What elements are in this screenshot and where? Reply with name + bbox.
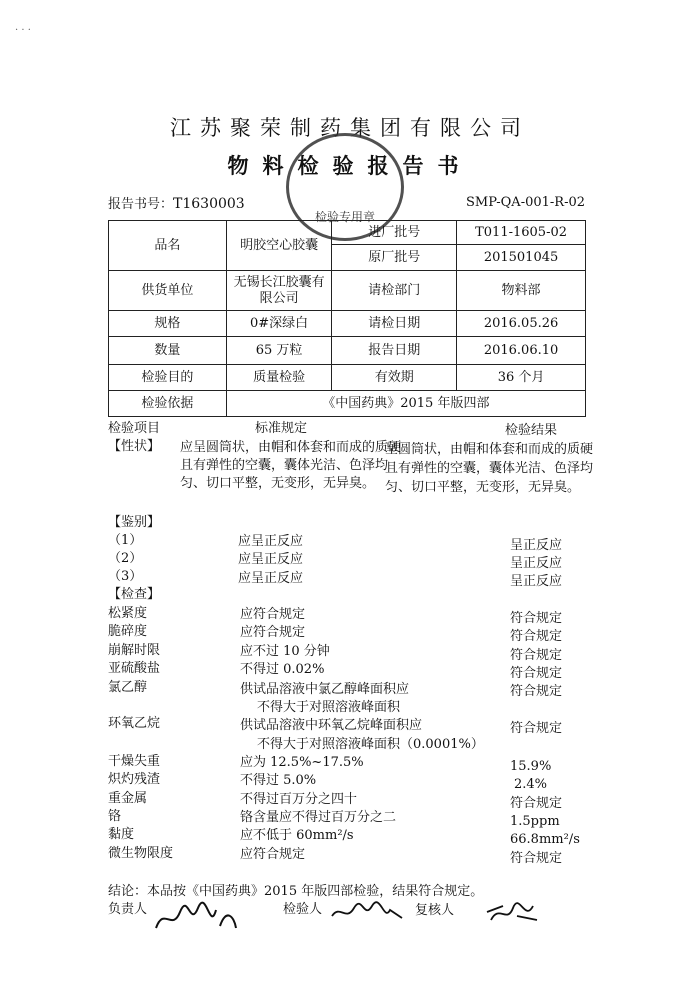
insp-standard-5-line2: 不得大于对照溶液峰面积 — [257, 700, 401, 715]
spec-value: 0#深绿白 — [226, 311, 332, 337]
ident-result-1: 呈正反应 — [510, 538, 563, 553]
insp-item-1: 松紧度 — [108, 606, 148, 621]
identification-heading: 【鉴别】 — [108, 515, 161, 530]
basis-value: 《中国药典》2015 年版四部 — [226, 391, 585, 417]
request-date-value: 2016.05.26 — [457, 311, 586, 337]
ident-standard-1: 应呈正反应 — [238, 534, 304, 549]
insp-item-8: 炽灼残渣 — [108, 772, 161, 787]
info-table — [108, 220, 586, 417]
document-code: SMP-QA-001-R-02 — [466, 195, 586, 210]
report-number-value: T1630003 — [173, 196, 245, 212]
inspector-label: 检验人 — [283, 902, 323, 917]
insp-result-5: 符合规定 — [510, 684, 563, 699]
supplier-value: 无锡长江胶囊有限公司 — [226, 271, 332, 311]
dept-label: 请检部门 — [332, 271, 457, 311]
ident-result-2: 呈正反应 — [510, 556, 563, 571]
report-date-value: 2016.06.10 — [457, 337, 586, 365]
ident-item-2: （2） — [108, 551, 143, 566]
insp-standard-6: 供试品溶液中环氧乙烷峰面积应 — [240, 718, 423, 733]
ident-standard-3: 应呈正反应 — [238, 571, 304, 586]
insp-standard-10: 铬含量应不得过百万分之二 — [240, 810, 397, 825]
col-heading-item: 检验项目 — [108, 421, 161, 436]
validity-value: 36 个月 — [457, 365, 586, 391]
responsible-signature — [150, 898, 240, 938]
inspection-heading: 【检查】 — [108, 587, 161, 602]
orig-batch-value: 201501045 — [457, 245, 586, 271]
insp-standard-4: 不得过 0.02% — [240, 662, 325, 677]
insp-result-8: 2.4% — [514, 777, 548, 792]
insp-standard-5: 供试品溶液中氯乙醇峰面积应 — [240, 682, 410, 697]
conclusion: 结论：本品按《中国药典》2015 年版四部检验，结果符合规定。 — [108, 884, 484, 899]
insp-item-7: 干燥失重 — [108, 754, 161, 769]
insp-item-12: 微生物限度 — [108, 846, 174, 861]
insp-result-2: 符合规定 — [510, 629, 563, 644]
insp-item-9: 重金属 — [108, 791, 148, 806]
report-number-label: 报告书号： — [108, 197, 174, 212]
insp-standard-3: 应不过 10 分钟 — [240, 644, 330, 659]
insp-standard-8: 不得过 5.0% — [240, 773, 317, 788]
insp-item-10: 铬 — [108, 809, 122, 824]
insp-result-6: 符合规定 — [510, 721, 563, 736]
quantity-label: 数量 — [109, 337, 227, 365]
product-label: 品名 — [109, 221, 227, 271]
request-date-label: 请检日期 — [332, 311, 457, 337]
purpose-label: 检验目的 — [109, 365, 227, 391]
insp-standard-12: 应符合规定 — [240, 847, 306, 862]
insp-item-5: 氯乙醇 — [108, 680, 148, 695]
insp-result-4: 符合规定 — [510, 666, 563, 681]
insp-standard-9: 不得过百万分之四十 — [240, 792, 358, 807]
insp-item-6: 环氧乙烷 — [108, 716, 161, 731]
ident-item-3: （3） — [108, 569, 143, 584]
insp-result-7: 15.9% — [510, 759, 552, 774]
col-heading-standard: 标准规定 — [255, 421, 308, 436]
insp-result-10: 1.5ppm — [510, 814, 560, 829]
properties-heading: 【性状】 — [108, 439, 161, 454]
insp-standard-7: 应为 12.5%~17.5% — [240, 755, 364, 770]
properties-result: 呈圆筒状，由帽和体套和而成的质硬且有弹性的空囊，囊体光洁、色泽均匀、切口平整，无变形，无异臭。 — [385, 442, 594, 495]
insp-standard-2: 应符合规定 — [240, 625, 306, 640]
basis-label: 检验依据 — [109, 391, 227, 417]
in-batch-label: 进厂批号 — [332, 221, 457, 245]
insp-standard-11: 应不低于 60mm²/s — [240, 828, 354, 843]
col-heading-result: 检验结果 — [505, 423, 558, 438]
reviewer-signature — [483, 898, 543, 930]
reviewer-label: 复核人 — [415, 903, 455, 918]
validity-label: 有效期 — [332, 365, 457, 391]
stamp-text: 检验专用章 — [314, 210, 375, 224]
spec-label: 规格 — [109, 311, 227, 337]
supplier-label: 供货单位 — [109, 271, 227, 311]
company-name: 江苏聚荣制药集团有限公司 — [170, 116, 530, 140]
responsible-label: 负责人 — [108, 902, 148, 917]
insp-result-11: 66.8mm²/s — [510, 832, 580, 847]
properties-standard: 应呈圆筒状，由帽和体套和而成的质硬且有弹性的空囊，囊体光洁、色泽均匀、切口平整，无变形，无异臭。 — [180, 440, 402, 491]
dept-value: 物料部 — [457, 271, 586, 311]
report-number — [108, 193, 245, 212]
in-batch-value: T011-1605-02 — [457, 221, 586, 245]
purpose-value: 质量检验 — [226, 365, 332, 391]
quantity-value: 65 万粒 — [226, 337, 332, 365]
insp-item-3: 崩解时限 — [108, 643, 161, 658]
insp-item-11: 黏度 — [108, 827, 135, 842]
insp-item-4: 亚硫酸盐 — [108, 661, 161, 676]
insp-result-3: 符合规定 — [510, 648, 563, 663]
ident-result-3: 呈正反应 — [510, 574, 563, 589]
ident-item-1: （1） — [108, 533, 143, 548]
inspector-signature — [328, 898, 408, 928]
report-date-label: 报告日期 — [332, 337, 457, 365]
product-value: 明胶空心胶囊 — [226, 221, 332, 271]
insp-result-9: 符合规定 — [510, 796, 563, 811]
insp-standard-6-line2: 不得大于对照溶液峰面积（0.0001%） — [257, 737, 484, 752]
document-title: 物料检验报告书 — [227, 153, 473, 178]
orig-batch-label: 原厂批号 — [332, 245, 457, 271]
insp-standard-1: 应符合规定 — [240, 607, 306, 622]
insp-result-12: 符合规定 — [510, 851, 563, 866]
scan-speck: · · · — [15, 25, 31, 36]
insp-result-1: 符合规定 — [510, 611, 563, 626]
insp-item-2: 脆碎度 — [108, 624, 148, 639]
ident-standard-2: 应呈正反应 — [238, 552, 304, 567]
